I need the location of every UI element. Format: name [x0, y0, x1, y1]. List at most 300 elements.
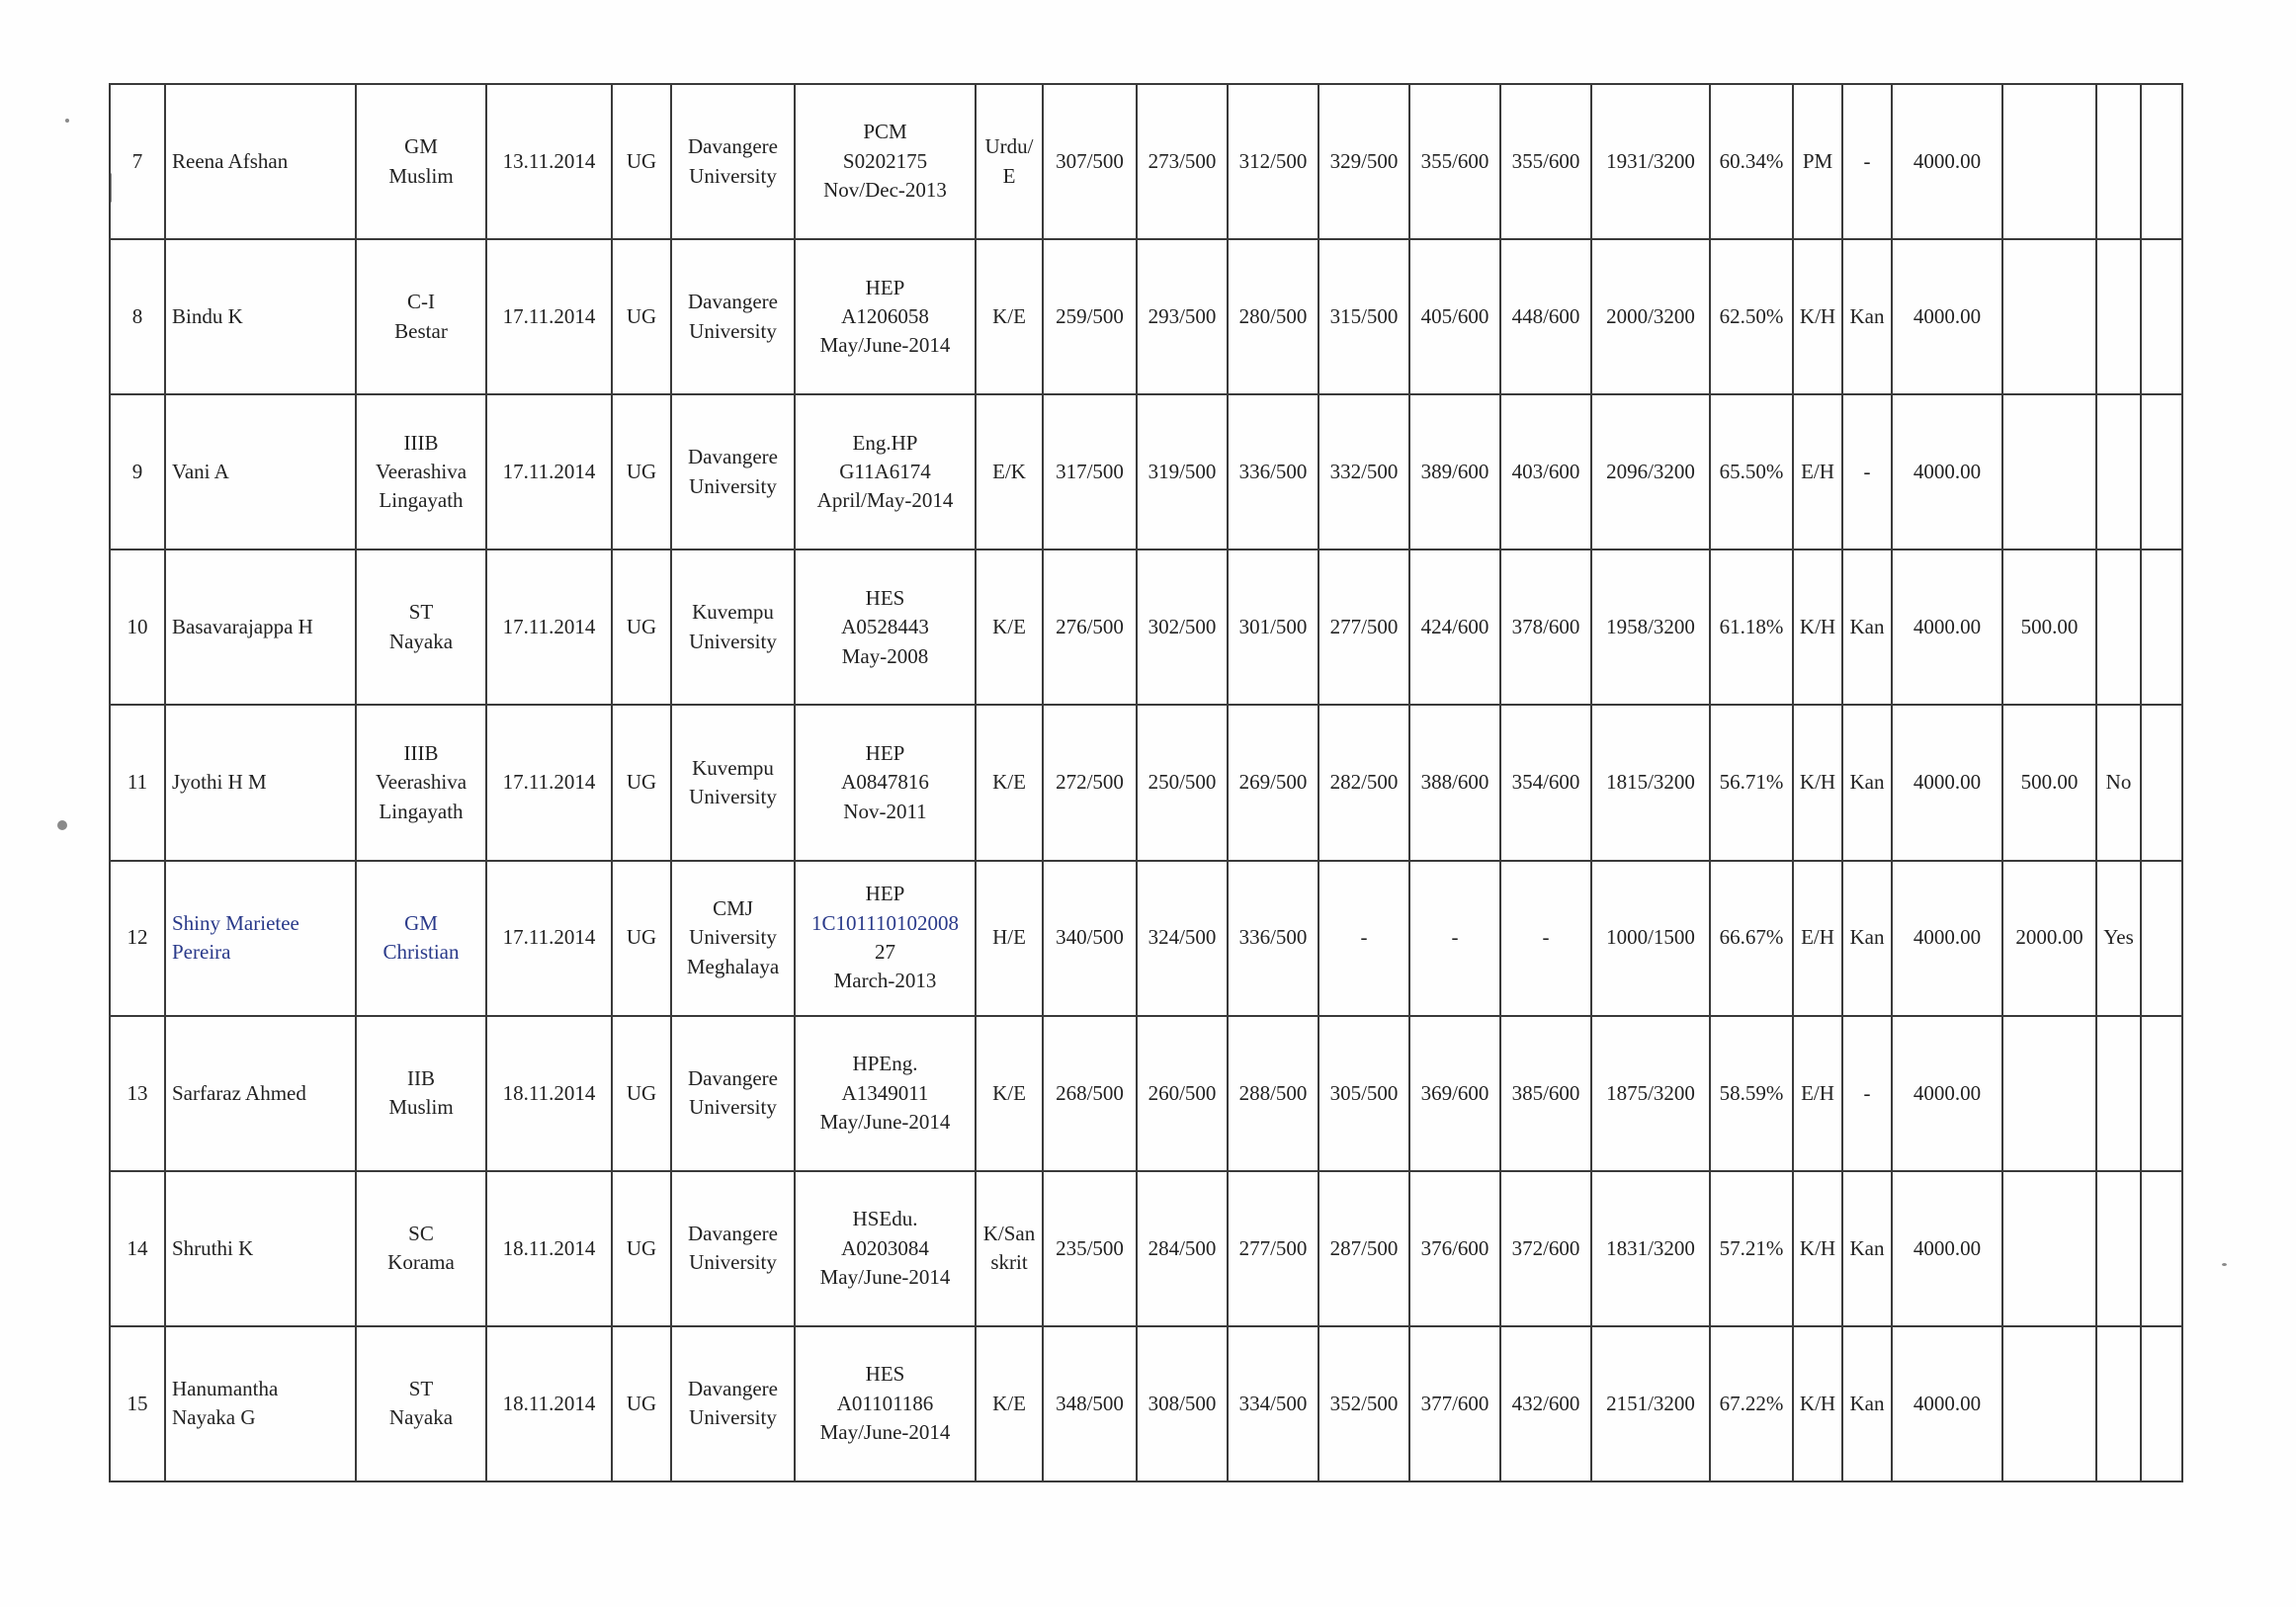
additional-amount-cell	[2002, 239, 2096, 394]
university-cell-line: University	[689, 163, 777, 188]
serial-number-cell: 11	[110, 705, 165, 860]
university-cell-line: Davangere	[688, 1377, 778, 1401]
category-cell-line: GM	[404, 910, 438, 935]
name-cell	[165, 84, 356, 239]
yes-no-cell	[2096, 84, 2141, 239]
exam-cell-line: A01101186	[836, 1391, 934, 1415]
marks-cell: 376/600	[1409, 1171, 1500, 1326]
percentage-cell: 67.22%	[1710, 1326, 1793, 1481]
serial-number-cell: 10	[110, 550, 165, 705]
exam-cell-line: HES	[865, 585, 905, 610]
medium-cell	[976, 1326, 1043, 1481]
exam-cell-line: Nov/Dec-2013	[823, 178, 947, 203]
marks-cell: 280/500	[1228, 239, 1318, 394]
category-cell-line: ST	[408, 1377, 434, 1401]
blank-cell	[2141, 239, 2182, 394]
marks-cell: 282/500	[1318, 705, 1409, 860]
blank-cell	[2141, 1326, 2182, 1481]
exam-cell-line: Nov-2011	[843, 799, 927, 823]
marks-cell: 336/500	[1228, 861, 1318, 1016]
percentage-cell: 66.67%	[1710, 861, 1793, 1016]
table-row	[110, 1016, 2182, 1171]
marks-cell: 403/600	[1500, 394, 1591, 550]
table-row	[110, 394, 2182, 550]
level-cell: UG	[612, 239, 671, 394]
mother-tongue-cell: Kan	[1842, 705, 1892, 860]
exam-cell-line: April/May-2014	[816, 488, 954, 513]
category-cell	[356, 1171, 486, 1326]
category-cell-line: GM	[404, 134, 438, 159]
additional-amount-cell	[2002, 1016, 2096, 1171]
exam-cell-line: Eng.HP	[852, 430, 918, 455]
table-row	[110, 84, 2182, 239]
amount-cell: 4000.00	[1892, 239, 2002, 394]
marks-cell: -	[1409, 861, 1500, 1016]
percentage-cell: 58.59%	[1710, 1016, 1793, 1171]
category-cell	[356, 550, 486, 705]
percentage-cell: 60.34%	[1710, 84, 1793, 239]
yes-no-cell: Yes	[2096, 861, 2141, 1016]
university-cell	[671, 239, 795, 394]
exam-cell-line: HEP	[865, 740, 905, 765]
blank-cell	[2141, 1171, 2182, 1326]
table-row	[110, 705, 2182, 860]
marks-cell: 301/500	[1228, 550, 1318, 705]
medium-cell-line: Urdu/	[984, 134, 1034, 159]
university-cell-line: Davangere	[688, 1065, 778, 1090]
additional-amount-cell: 500.00	[2002, 705, 2096, 860]
marks-cell: 352/500	[1318, 1326, 1409, 1481]
blank-cell	[2141, 861, 2182, 1016]
name-cell-line: Jyothi H M	[172, 770, 267, 795]
yes-no-cell	[2096, 550, 2141, 705]
exam-cell-line: HSEdu.	[852, 1207, 918, 1231]
university-cell-line: University	[689, 629, 777, 653]
medium-cell	[976, 861, 1043, 1016]
name-cell-line: Bindu K	[172, 303, 243, 328]
category-cell-line: IIIB	[403, 430, 439, 455]
name-cell	[165, 861, 356, 1016]
exam-cell-line: G11A6174	[839, 460, 931, 484]
marks-cell: 424/600	[1409, 550, 1500, 705]
exam-cell-line: S0202175	[842, 148, 928, 173]
scan-mark	[57, 820, 67, 830]
name-cell-line: Shiny Marietee	[172, 910, 299, 935]
blank-cell	[2141, 705, 2182, 860]
medium-cell	[976, 1171, 1043, 1326]
percentage-cell: 57.21%	[1710, 1171, 1793, 1326]
serial-number-cell: 7	[110, 84, 165, 239]
category-cell-line: Korama	[387, 1250, 455, 1275]
exam-cell-line: A0847816	[841, 770, 929, 795]
serial-number-cell: 8	[110, 239, 165, 394]
marks-cell: 273/500	[1137, 84, 1228, 239]
medium-cell-line: K/E	[992, 615, 1026, 639]
marks-cell: 305/500	[1318, 1016, 1409, 1171]
language-cell: K/H	[1793, 1171, 1842, 1326]
name-cell-line: Sarfaraz Ahmed	[172, 1080, 306, 1105]
exam-cell	[795, 550, 976, 705]
percentage-cell: 65.50%	[1710, 394, 1793, 550]
exam-cell-line: PCM	[863, 120, 907, 144]
name-cell	[165, 1016, 356, 1171]
scanned-table-page	[109, 83, 2181, 1482]
serial-number-cell: 14	[110, 1171, 165, 1326]
marks-cell: 432/600	[1500, 1326, 1591, 1481]
marks-cell: 308/500	[1137, 1326, 1228, 1481]
exam-cell	[795, 1016, 976, 1171]
category-cell-line: Veerashiva	[375, 460, 468, 484]
amount-cell: 4000.00	[1892, 1326, 2002, 1481]
medium-cell-line: K/San	[982, 1221, 1036, 1245]
university-cell-line: CMJ	[713, 896, 753, 921]
marks-cell: 405/600	[1409, 239, 1500, 394]
exam-cell	[795, 84, 976, 239]
serial-number-cell: 9	[110, 394, 165, 550]
blank-cell	[2141, 394, 2182, 550]
records-body	[110, 84, 2182, 1481]
exam-cell-line: A1349011	[841, 1080, 929, 1105]
name-cell-line: Hanumantha	[172, 1377, 279, 1401]
name-cell-line: Pereira	[172, 940, 231, 965]
marks-cell: 354/600	[1500, 705, 1591, 860]
language-cell: E/H	[1793, 394, 1842, 550]
language-cell: E/H	[1793, 861, 1842, 1016]
amount-cell: 4000.00	[1892, 394, 2002, 550]
marks-cell: 378/600	[1500, 550, 1591, 705]
level-cell: UG	[612, 1016, 671, 1171]
medium-cell	[976, 239, 1043, 394]
language-cell: K/H	[1793, 550, 1842, 705]
exam-cell-line: HEP	[865, 882, 905, 906]
marks-cell: 324/500	[1137, 861, 1228, 1016]
date-cell: 17.11.2014	[486, 239, 612, 394]
university-cell	[671, 84, 795, 239]
university-cell-line: Davangere	[688, 290, 778, 314]
university-cell-line: University	[689, 1095, 777, 1120]
marks-cell: 385/600	[1500, 1016, 1591, 1171]
medium-cell-line: K/E	[992, 1391, 1026, 1415]
date-cell: 17.11.2014	[486, 550, 612, 705]
additional-amount-cell	[2002, 1171, 2096, 1326]
medium-cell-line: skrit	[990, 1250, 1028, 1275]
exam-cell-line: HEP	[865, 275, 905, 299]
percentage-cell: 61.18%	[1710, 550, 1793, 705]
additional-amount-cell	[2002, 1326, 2096, 1481]
medium-cell-line: H/E	[992, 925, 1026, 950]
additional-amount-cell	[2002, 394, 2096, 550]
total-marks-cell: 1958/3200	[1591, 550, 1710, 705]
marks-cell: 315/500	[1318, 239, 1409, 394]
marks-cell: 259/500	[1043, 239, 1137, 394]
exam-cell	[795, 705, 976, 860]
exam-cell	[795, 861, 976, 1016]
medium-cell-line: E	[1002, 163, 1016, 188]
date-cell: 13.11.2014	[486, 84, 612, 239]
yes-no-cell	[2096, 394, 2141, 550]
additional-amount-cell: 2000.00	[2002, 861, 2096, 1016]
amount-cell: 4000.00	[1892, 550, 2002, 705]
amount-cell: 4000.00	[1892, 1171, 2002, 1326]
marks-cell: 372/600	[1500, 1171, 1591, 1326]
university-cell	[671, 705, 795, 860]
medium-cell	[976, 394, 1043, 550]
language-cell: PM	[1793, 84, 1842, 239]
exam-cell-line: 1C101110102008	[811, 910, 959, 935]
date-cell: 17.11.2014	[486, 705, 612, 860]
yes-no-cell	[2096, 1016, 2141, 1171]
category-cell-line: C-I	[407, 290, 435, 314]
name-cell-line: Nayaka G	[172, 1405, 256, 1430]
category-cell-line: IIIB	[403, 740, 439, 765]
mother-tongue-cell: -	[1842, 394, 1892, 550]
marks-cell: 334/500	[1228, 1326, 1318, 1481]
university-cell-line: Davangere	[688, 1221, 778, 1245]
category-cell-line: Bestar	[394, 318, 448, 343]
university-cell-line: University	[689, 318, 777, 343]
percentage-cell: 56.71%	[1710, 705, 1793, 860]
medium-cell	[976, 705, 1043, 860]
yes-no-cell: No	[2096, 705, 2141, 860]
scan-mark	[65, 119, 69, 123]
amount-cell: 4000.00	[1892, 861, 2002, 1016]
exam-cell-line: A0203084	[841, 1235, 929, 1260]
category-cell-line: Christian	[383, 940, 460, 965]
marks-cell: 377/600	[1409, 1326, 1500, 1481]
name-cell	[165, 550, 356, 705]
marks-cell: 293/500	[1137, 239, 1228, 394]
level-cell: UG	[612, 550, 671, 705]
blank-cell	[2141, 84, 2182, 239]
name-cell	[165, 1326, 356, 1481]
marks-cell: 277/500	[1228, 1171, 1318, 1326]
category-cell-line: Nayaka	[388, 1405, 454, 1430]
scan-mark	[2222, 1263, 2227, 1266]
university-cell-line: University	[689, 925, 777, 950]
marks-cell: 317/500	[1043, 394, 1137, 550]
name-cell-line: Vani A	[172, 460, 229, 484]
category-cell-line: Nayaka	[388, 629, 454, 653]
marks-cell: 269/500	[1228, 705, 1318, 860]
university-cell-line: University	[689, 1250, 777, 1275]
exam-cell-line: HES	[865, 1362, 905, 1387]
name-cell	[165, 1171, 356, 1326]
marks-cell: 277/500	[1318, 550, 1409, 705]
university-cell-line: University	[689, 784, 777, 808]
date-cell: 17.11.2014	[486, 394, 612, 550]
date-cell: 18.11.2014	[486, 1016, 612, 1171]
marks-cell: 448/600	[1500, 239, 1591, 394]
marks-cell: 235/500	[1043, 1171, 1137, 1326]
level-cell: UG	[612, 861, 671, 1016]
additional-amount-cell: 500.00	[2002, 550, 2096, 705]
name-cell	[165, 239, 356, 394]
exam-cell	[795, 394, 976, 550]
university-cell-line: University	[689, 1405, 777, 1430]
category-cell	[356, 861, 486, 1016]
mother-tongue-cell: -	[1842, 84, 1892, 239]
table-row	[110, 239, 2182, 394]
amount-cell: 4000.00	[1892, 84, 2002, 239]
exam-cell-line: 27	[875, 940, 895, 965]
exam-cell	[795, 1326, 976, 1481]
exam-cell-line: HPEng.	[852, 1052, 918, 1076]
total-marks-cell: 1831/3200	[1591, 1171, 1710, 1326]
exam-cell	[795, 239, 976, 394]
date-cell: 18.11.2014	[486, 1326, 612, 1481]
name-cell-line: Basavarajappa H	[172, 615, 313, 639]
amount-cell: 4000.00	[1892, 705, 2002, 860]
marks-cell: 389/600	[1409, 394, 1500, 550]
mother-tongue-cell: Kan	[1842, 1171, 1892, 1326]
category-cell-line: Lingayath	[379, 488, 464, 513]
level-cell: UG	[612, 84, 671, 239]
marks-cell: -	[1318, 861, 1409, 1016]
marks-cell: 348/500	[1043, 1326, 1137, 1481]
university-cell	[671, 861, 795, 1016]
exam-cell-line: May-2008	[841, 643, 929, 668]
total-marks-cell: 2000/3200	[1591, 239, 1710, 394]
university-cell-line: Meghalaya	[686, 954, 780, 978]
category-cell-line: Muslim	[388, 1095, 454, 1120]
amount-cell: 4000.00	[1892, 1016, 2002, 1171]
language-cell: K/H	[1793, 239, 1842, 394]
table-row	[110, 1171, 2182, 1326]
category-cell	[356, 1016, 486, 1171]
category-cell-line: Lingayath	[379, 799, 464, 823]
mother-tongue-cell: -	[1842, 1016, 1892, 1171]
level-cell: UG	[612, 394, 671, 550]
category-cell	[356, 239, 486, 394]
marks-cell: 272/500	[1043, 705, 1137, 860]
table-row	[110, 1326, 2182, 1481]
exam-cell-line: May/June-2014	[819, 1420, 951, 1445]
marks-cell: 312/500	[1228, 84, 1318, 239]
marks-cell: 355/600	[1500, 84, 1591, 239]
yes-no-cell	[2096, 1326, 2141, 1481]
university-cell-line: Davangere	[688, 134, 778, 159]
category-cell	[356, 1326, 486, 1481]
language-cell: K/H	[1793, 1326, 1842, 1481]
marks-cell: 288/500	[1228, 1016, 1318, 1171]
total-marks-cell: 2151/3200	[1591, 1326, 1710, 1481]
records-table	[109, 83, 2183, 1482]
category-cell-line: Muslim	[388, 163, 454, 188]
serial-number-cell: 15	[110, 1326, 165, 1481]
marks-cell: 388/600	[1409, 705, 1500, 860]
name-cell	[165, 394, 356, 550]
category-cell	[356, 84, 486, 239]
marks-cell: 369/600	[1409, 1016, 1500, 1171]
exam-cell-line: A0528443	[841, 615, 929, 639]
level-cell: UG	[612, 1326, 671, 1481]
table-row	[110, 550, 2182, 705]
marks-cell: 284/500	[1137, 1171, 1228, 1326]
mother-tongue-cell: Kan	[1842, 239, 1892, 394]
marks-cell: 250/500	[1137, 705, 1228, 860]
mother-tongue-cell: Kan	[1842, 550, 1892, 705]
category-cell	[356, 705, 486, 860]
date-cell: 18.11.2014	[486, 1171, 612, 1326]
exam-cell-line: May/June-2014	[819, 333, 951, 358]
total-marks-cell: 1815/3200	[1591, 705, 1710, 860]
total-marks-cell: 1875/3200	[1591, 1016, 1710, 1171]
percentage-cell: 62.50%	[1710, 239, 1793, 394]
marks-cell: 336/500	[1228, 394, 1318, 550]
university-cell	[671, 1016, 795, 1171]
language-cell: E/H	[1793, 1016, 1842, 1171]
university-cell-line: Kuvempu	[692, 755, 774, 780]
level-cell: UG	[612, 1171, 671, 1326]
exam-cell	[795, 1171, 976, 1326]
table-row	[110, 861, 2182, 1016]
marks-cell: 355/600	[1409, 84, 1500, 239]
exam-cell-line: May/June-2014	[819, 1265, 951, 1290]
mother-tongue-cell: Kan	[1842, 861, 1892, 1016]
additional-amount-cell	[2002, 84, 2096, 239]
marks-cell: 260/500	[1137, 1016, 1228, 1171]
category-cell-line: SC	[408, 1221, 434, 1245]
category-cell-line: ST	[408, 600, 434, 625]
name-cell-line: Shruthi K	[172, 1235, 254, 1260]
university-cell-line: University	[689, 473, 777, 498]
blank-cell	[2141, 550, 2182, 705]
marks-cell: 329/500	[1318, 84, 1409, 239]
yes-no-cell	[2096, 1171, 2141, 1326]
medium-cell-line: K/E	[992, 770, 1026, 795]
total-marks-cell: 1000/1500	[1591, 861, 1710, 1016]
exam-cell-line: A1206058	[841, 303, 929, 328]
serial-number-cell: 13	[110, 1016, 165, 1171]
marks-cell: -	[1500, 861, 1591, 1016]
university-cell	[671, 394, 795, 550]
university-cell	[671, 1171, 795, 1326]
medium-cell-line: E/K	[992, 460, 1026, 484]
exam-cell-line: March-2013	[833, 969, 937, 993]
marks-cell: 302/500	[1137, 550, 1228, 705]
date-cell: 17.11.2014	[486, 861, 612, 1016]
university-cell-line: Davangere	[688, 445, 778, 469]
medium-cell-line: K/E	[992, 303, 1026, 328]
marks-cell: 268/500	[1043, 1016, 1137, 1171]
marks-cell: 307/500	[1043, 84, 1137, 239]
medium-cell	[976, 550, 1043, 705]
category-cell-line: Veerashiva	[375, 770, 468, 795]
marks-cell: 287/500	[1318, 1171, 1409, 1326]
blank-cell	[2141, 1016, 2182, 1171]
marks-cell: 319/500	[1137, 394, 1228, 550]
marks-cell: 276/500	[1043, 550, 1137, 705]
total-marks-cell: 1931/3200	[1591, 84, 1710, 239]
name-cell-line: Reena Afshan	[172, 148, 289, 173]
category-cell-line: IIB	[407, 1065, 435, 1090]
medium-cell	[976, 1016, 1043, 1171]
marks-cell: 340/500	[1043, 861, 1137, 1016]
serial-number-cell: 12	[110, 861, 165, 1016]
university-cell	[671, 1326, 795, 1481]
name-cell	[165, 705, 356, 860]
yes-no-cell	[2096, 239, 2141, 394]
level-cell: UG	[612, 705, 671, 860]
exam-cell-line: May/June-2014	[819, 1109, 951, 1134]
mother-tongue-cell: Kan	[1842, 1326, 1892, 1481]
marks-cell: 332/500	[1318, 394, 1409, 550]
medium-cell-line: K/E	[992, 1080, 1026, 1105]
category-cell	[356, 394, 486, 550]
medium-cell	[976, 84, 1043, 239]
university-cell-line: Kuvempu	[692, 600, 774, 625]
language-cell: K/H	[1793, 705, 1842, 860]
